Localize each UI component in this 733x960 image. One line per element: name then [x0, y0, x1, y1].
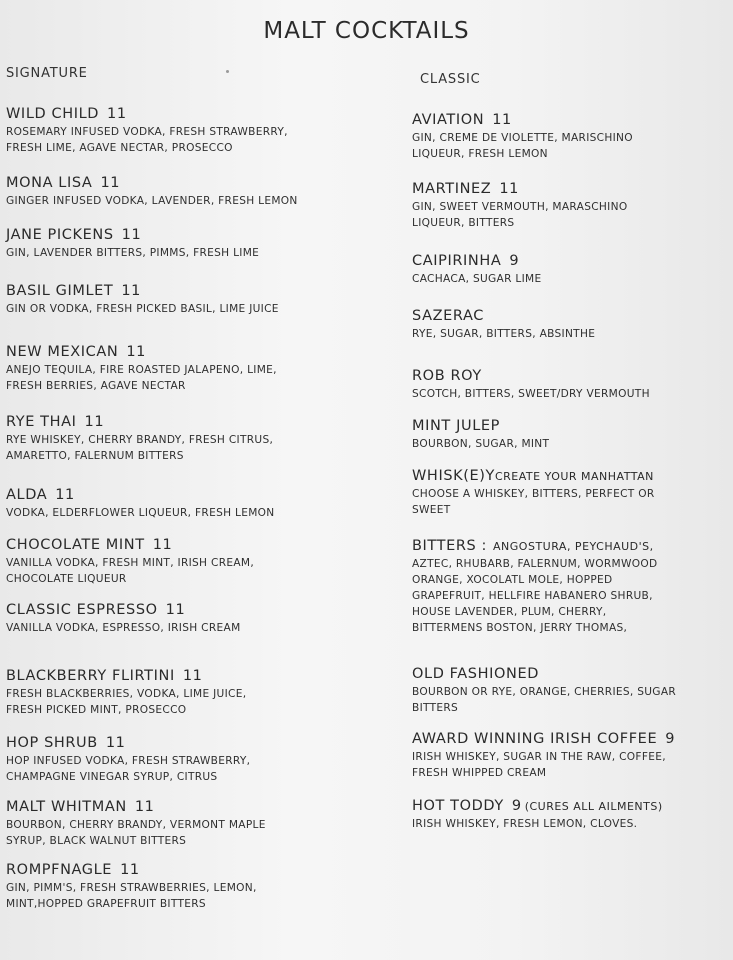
item-description-line: CHOOSE A WHISKEY, BITTERS, PERFECT OR [412, 488, 655, 500]
menu-item [6, 861, 257, 912]
item-name: WHISK(E)Y [412, 468, 495, 484]
item-name: HOP SHRUB [6, 735, 98, 751]
item-price: 11 [499, 181, 519, 197]
item-name-line [6, 601, 241, 620]
item-name-line [6, 734, 250, 753]
item-description-line: FRESH PICKED MINT, PROSECCO [6, 704, 187, 716]
item-description-line: VANILLA VODKA, ESPRESSO, IRISH CREAM [6, 622, 241, 634]
item-description-line: CHAMPAGNE VINEGAR SYRUP, CITRUS [6, 771, 218, 783]
item-name-line [412, 537, 657, 556]
item-name-line [6, 282, 279, 301]
menu-item [6, 667, 246, 718]
menu-item [6, 798, 266, 849]
item-description-line: GIN, PIMM'S, FRESH STRAWBERRIES, LEMON, [6, 882, 257, 894]
item-description-line: GIN, LAVENDER BITTERS, PIMMS, FRESH LIME [6, 247, 260, 259]
item-name: BLACKBERRY FLIRTINI [6, 668, 175, 684]
item-name-line [6, 105, 288, 124]
item-description-line: LIQUEUR, BITTERS [412, 217, 515, 229]
item-description-line: FRESH BERRIES, AGAVE NECTAR [6, 380, 186, 392]
item-name-line [412, 665, 676, 684]
item-note: (CURES ALL AILMENTS) [524, 800, 663, 813]
item-name-line [6, 413, 273, 432]
item-price: 11 [84, 414, 105, 430]
menu-item [6, 486, 275, 521]
item-description-line: IRISH WHISKEY, FRESH LEMON, CLOVES. [412, 818, 638, 830]
item-description-line: FRESH WHIPPED CREAM [412, 767, 547, 779]
item-name: MALT WHITMAN [6, 799, 127, 815]
menu-item [412, 665, 676, 716]
item-description-line: MINT,HOPPED GRAPEFRUIT BITTERS [6, 898, 206, 910]
item-name-line [412, 730, 675, 749]
item-name: CLASSIC ESPRESSO [6, 602, 158, 618]
menu-item [6, 174, 298, 209]
item-description-line: AMARETTO, FALERNUM BITTERS [6, 450, 184, 462]
item-description-line: BITTERS [412, 702, 459, 714]
item-name: ROB ROY [412, 368, 482, 384]
item-price: 11 [55, 487, 75, 503]
item-description-line: GIN, CREME DE VIOLETTE, MARISCHINO [412, 132, 633, 144]
item-description-line: BOURBON, CHERRY BRANDY, VERMONT MAPLE [6, 819, 266, 831]
item-name: HOT TODDY [412, 798, 504, 814]
item-description-line: CACHACA, SUGAR LIME [412, 273, 542, 285]
item-name: NEW MEXICAN [6, 344, 119, 360]
item-name: MARTINEZ [412, 181, 492, 197]
paper-speck [226, 70, 229, 73]
item-description-line: VODKA, ELDERFLOWER LIQUEUR, FRESH LEMON [6, 507, 275, 519]
item-name: ROMPFNAGLE [6, 862, 113, 878]
item-name-line [412, 367, 650, 386]
menu-item [6, 601, 241, 636]
item-name-line [412, 417, 549, 436]
menu-item [412, 252, 541, 287]
item-description-line: FRESH LIME, AGAVE NECTAR, PROSECCO [6, 142, 233, 154]
item-name: ALDA [6, 487, 48, 503]
item-price: 11 [120, 862, 140, 878]
item-description-line: AZTEC, RHUBARB, FALERNUM, WORMWOOD [412, 558, 658, 570]
item-name-line [412, 307, 595, 326]
item-description-line: RYE WHISKEY, CHERRY BRANDY, FRESH CITRUS, [6, 434, 274, 446]
item-price: 11 [492, 112, 512, 128]
item-name: OLD FASHIONED [412, 666, 539, 682]
menu-item [412, 467, 655, 518]
item-description-line: SCOTCH, BITTERS, SWEET/DRY VERMOUTH [412, 388, 650, 400]
menu-item [412, 180, 627, 231]
menu-item [6, 105, 288, 156]
menu-item [412, 307, 595, 342]
item-name: MONA LISA [6, 175, 93, 191]
item-price: 11 [126, 344, 146, 360]
item-name-line [6, 667, 246, 686]
menu-item [412, 537, 657, 636]
item-description-line: SWEET [412, 504, 451, 516]
item-price: 9 [665, 731, 676, 747]
item-name: AWARD WINNING IRISH COFFEE [412, 731, 658, 747]
menu-item [412, 797, 663, 832]
item-price: 11 [134, 799, 155, 815]
item-description-line: GIN OR VODKA, FRESH PICKED BASIL, LIME JUICE [6, 303, 279, 315]
item-price: 9 [511, 798, 522, 814]
item-name: BITTERS : [412, 538, 488, 554]
menu-item [6, 734, 250, 785]
item-name-line [6, 343, 277, 362]
item-description-line: ANEJO TEQUILA, FIRE ROASTED JALAPENO, LIME, [6, 364, 277, 376]
item-price: 11 [121, 227, 142, 243]
menu-item [412, 367, 650, 402]
section-heading-signature: SIGNATURE [6, 66, 88, 81]
menu-title: MALT COCKTAILS [263, 18, 470, 44]
section-heading-classic: CLASSIC [420, 72, 481, 87]
item-name-line [412, 111, 633, 130]
item-description-line: IRISH WHISKEY, SUGAR IN THE RAW, COFFEE, [412, 751, 666, 763]
item-name-line [412, 467, 655, 486]
item-name-line [6, 536, 254, 555]
item-name: CAIPIRINHA [412, 253, 502, 269]
item-price: 9 [509, 253, 520, 269]
item-name: MINT JULEP [412, 418, 500, 434]
menu-item [6, 282, 279, 317]
item-price: 11 [182, 668, 203, 684]
item-description-line: GIN, SWEET VERMOUTH, MARASCHINO [412, 201, 628, 213]
item-name: JANE PICKENS [6, 227, 114, 243]
item-note: CREATE YOUR MANHATTAN [494, 470, 654, 483]
item-name: BASIL GIMLET [6, 283, 114, 299]
item-description-line: VANILLA VODKA, FRESH MINT, IRISH CREAM, [6, 557, 254, 569]
item-name-line [6, 798, 266, 817]
menu-item [412, 111, 633, 162]
menu-item [412, 730, 675, 781]
item-description-line: HOP INFUSED VODKA, FRESH STRAWBERRY, [6, 755, 251, 767]
item-name-line [6, 226, 259, 245]
menu-item [6, 413, 273, 464]
item-price: 11 [100, 175, 121, 191]
item-price: 11 [152, 537, 173, 553]
menu-item [6, 536, 254, 587]
item-description-line: GRAPEFRUIT, HELLFIRE HABANERO SHRUB, [412, 590, 653, 602]
item-description-line: GINGER INFUSED VODKA, LAVENDER, FRESH LEMON [6, 195, 298, 207]
item-description-line: BOURBON OR RYE, ORANGE, CHERRIES, SUGAR [412, 686, 677, 698]
item-description-line: LIQUEUR, FRESH LEMON [412, 148, 548, 160]
item-price: 11 [165, 602, 186, 618]
item-inline-desc: ANGOSTURA, PEYCHAUD'S, [493, 540, 654, 553]
item-name-line [6, 486, 275, 505]
item-name-line [412, 252, 541, 271]
item-name-line [412, 180, 627, 199]
item-description-line: ORANGE, XOCOLATL MOLE, HOPPED [412, 574, 613, 586]
item-price: 11 [105, 735, 126, 751]
item-description-line: ROSEMARY INFUSED VODKA, FRESH STRAWBERRY, [6, 126, 288, 138]
item-description-line: BITTERMENS BOSTON, JERRY THOMAS, [412, 622, 628, 634]
item-description-line: RYE, SUGAR, BITTERS, ABSINTHE [412, 328, 596, 340]
item-description-line: BOURBON, SUGAR, MINT [412, 438, 550, 450]
item-name: CHOCOLATE MINT [6, 537, 145, 553]
item-name: WILD CHILD [6, 106, 100, 122]
menu-item [412, 417, 549, 452]
item-description-line: HOUSE LAVENDER, PLUM, CHERRY, [412, 606, 607, 618]
item-name-line [6, 861, 257, 880]
item-description-line: SYRUP, BLACK WALNUT BITTERS [6, 835, 187, 847]
item-description-line: FRESH BLACKBERRIES, VODKA, LIME JUICE, [6, 688, 247, 700]
item-name: AVIATION [412, 112, 485, 128]
item-name-line [6, 174, 298, 193]
menu-item [6, 226, 259, 261]
item-name: RYE THAI [6, 414, 77, 430]
item-price: 11 [121, 283, 142, 299]
item-description-line: CHOCOLATE LIQUEUR [6, 573, 127, 585]
menu-item [6, 343, 277, 394]
item-name-line [412, 797, 663, 816]
item-price: 11 [107, 106, 127, 122]
item-name: SAZERAC [412, 308, 484, 324]
